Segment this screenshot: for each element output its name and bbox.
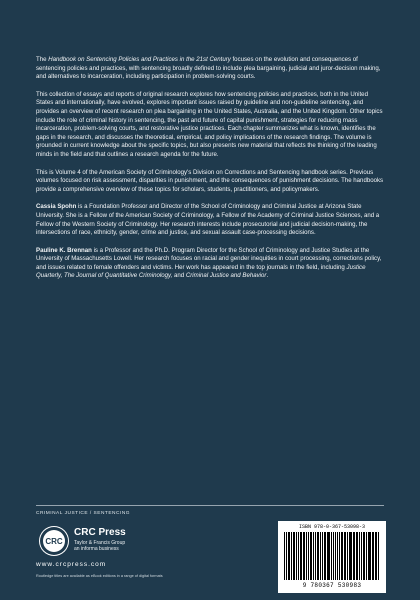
barcode-bar: [372, 532, 373, 580]
barcode-bar: [353, 532, 354, 580]
publisher-tagline: an informa business: [74, 546, 119, 552]
barcode-bar: [356, 532, 358, 580]
paragraph-text: focuses on the evolution and consequences of sentencing policies and practices, with sentencing broadly defined to include plea bargaining, judicial and juror-decision making, and alternatives to incarceration, including participation in problem-solving courts.: [36, 56, 381, 81]
publisher-website: www.crcpress.com: [36, 561, 107, 568]
cover-footer: [0, 505, 420, 600]
barcode-bar: [331, 532, 332, 580]
barcode-bar: [315, 532, 316, 580]
author-bio-2: [36, 247, 386, 281]
author-bio-1: [36, 203, 386, 237]
barcode-bar: [378, 532, 379, 580]
barcode-bar: [347, 532, 348, 580]
barcode-bar: [317, 532, 319, 580]
barcode-bar: [313, 532, 314, 580]
author-bio-text: .: [266, 272, 269, 280]
barcode-bar: [324, 532, 326, 580]
description-paragraph-2: This collection of essays and reports of original research explores how sentencing policies and practices, both in the United States and internationally, have evolved, explores important issues raised by guideline and non-guideline sentencing, and provides an overview of recent research on plea bargaining in the United States, Australia, and the United Kingdom. Other topics include the role of criminal history in sentencing, the past and future of capital punishment, strategies for reducing mass incarceration, problem-solving courts, and restorative justice practices. Each chapter summarizes what is known, identifies the gaps in the research, and discusses the theoretical, empirical, and policy implications of the research findings. The volume is grounded in current knowledge about the specific topics, but also presents new material that reflects the thinking of the leading minds in the field and that outlines a research agenda for the future.: [36, 90, 383, 158]
crc-logo-icon: CRC: [40, 527, 68, 555]
barcode-bar: [354, 532, 355, 580]
ebook-note: Routledge titles are available as eBook editions in a range of digital formats: [36, 574, 163, 578]
barcode-bar: [337, 532, 338, 580]
barcode-number: 9 780367 530983: [302, 582, 362, 589]
author-name: Cassia Spohn: [36, 203, 77, 211]
publisher-name: CRC Press: [74, 527, 126, 538]
barcode-bar: [335, 532, 336, 580]
barcode-bar: [375, 532, 377, 580]
barcode-bar: [327, 532, 330, 580]
paragraph-text: The: [36, 56, 49, 63]
barcode-bar: [322, 532, 323, 580]
barcode-bar: [359, 532, 360, 580]
barcode-bar: [310, 532, 313, 580]
book-title-italic: Handbook on Sentencing Policies and Practices in the 21st Century: [48, 56, 231, 63]
author-name: Pauline K. Brennan: [36, 246, 92, 254]
series-label: CRIMINAL JUSTICE / SENTENCING: [36, 511, 131, 516]
barcode: [278, 521, 386, 593]
description-paragraph-1: [36, 56, 386, 82]
barcode-bar: [366, 532, 367, 580]
barcode-bar: [308, 532, 309, 580]
back-cover-text: [36, 56, 386, 290]
barcode-bar: [349, 532, 352, 580]
barcode-bar: [300, 532, 302, 580]
barcode-bar: [320, 532, 321, 580]
journal-names: Justice Quarterly, The Journal of Quantitative Criminology,: [36, 263, 366, 280]
barcode-bars-icon: [284, 532, 380, 580]
publisher-group: Taylor & Francis Group: [74, 540, 126, 546]
barcode-bar: [288, 532, 290, 580]
barcode-bar: [291, 532, 292, 580]
description-paragraph-3: This is Volume 4 of the American Society of Criminology's Division on Corrections and Sentencing handbook series. Previous volumes focused on risk assessment, disparities in punishment, and the consequences of punishment decisions. The handbooks provide a comprehensive overview of these topics for scholars, students, practitioners, and policymakers.: [36, 168, 384, 193]
barcode-bar: [286, 532, 287, 580]
author-bio-text: and: [172, 272, 186, 280]
author-bio-text: is a Foundation Professor and Director of the School of Criminology and Criminal Justice at Arizona State University. She is a Fellow of the American Society of Criminology, a Fellow of the Academy of Criminal Justice Sciences, and a Fellow of the Western Society of Criminology. Her research interests include prosecutorial and judicial decision-making, the intersections of race, ethnicity, gender, crime and justice, and sexual assault case-processing decisions.: [36, 203, 380, 237]
barcode-bar: [344, 532, 346, 580]
barcode-bar: [293, 532, 296, 580]
barcode-bar: [306, 532, 307, 580]
barcode-bar: [298, 532, 299, 580]
barcode-bar: [296, 532, 297, 580]
barcode-bar: [284, 532, 285, 580]
journal-name: Criminal Justice and Behavior: [185, 272, 267, 280]
isbn-text: ISBN 978-0-367-53098-3: [298, 524, 365, 530]
barcode-bar: [368, 532, 371, 580]
barcode-bar: [341, 532, 343, 580]
divider: [36, 505, 384, 506]
publisher-subtitle: [74, 540, 125, 552]
barcode-bar: [339, 532, 340, 580]
barcode-bar: [303, 532, 305, 580]
barcode-bar: [333, 532, 335, 580]
barcode-bar: [361, 532, 362, 580]
barcode-bar: [363, 532, 365, 580]
author-bio-text: is a Professor and the Ph.D. Program Director for the School of Criminology and Justice Studies at the University of Massachusetts Lowell. Her research focuses on racial and gender inequities in court processing, corrections policy, and issues related to female offenders and victims. Her work has appeared in the top journals in the field, including: [36, 246, 382, 271]
barcode-bar: [373, 532, 374, 580]
